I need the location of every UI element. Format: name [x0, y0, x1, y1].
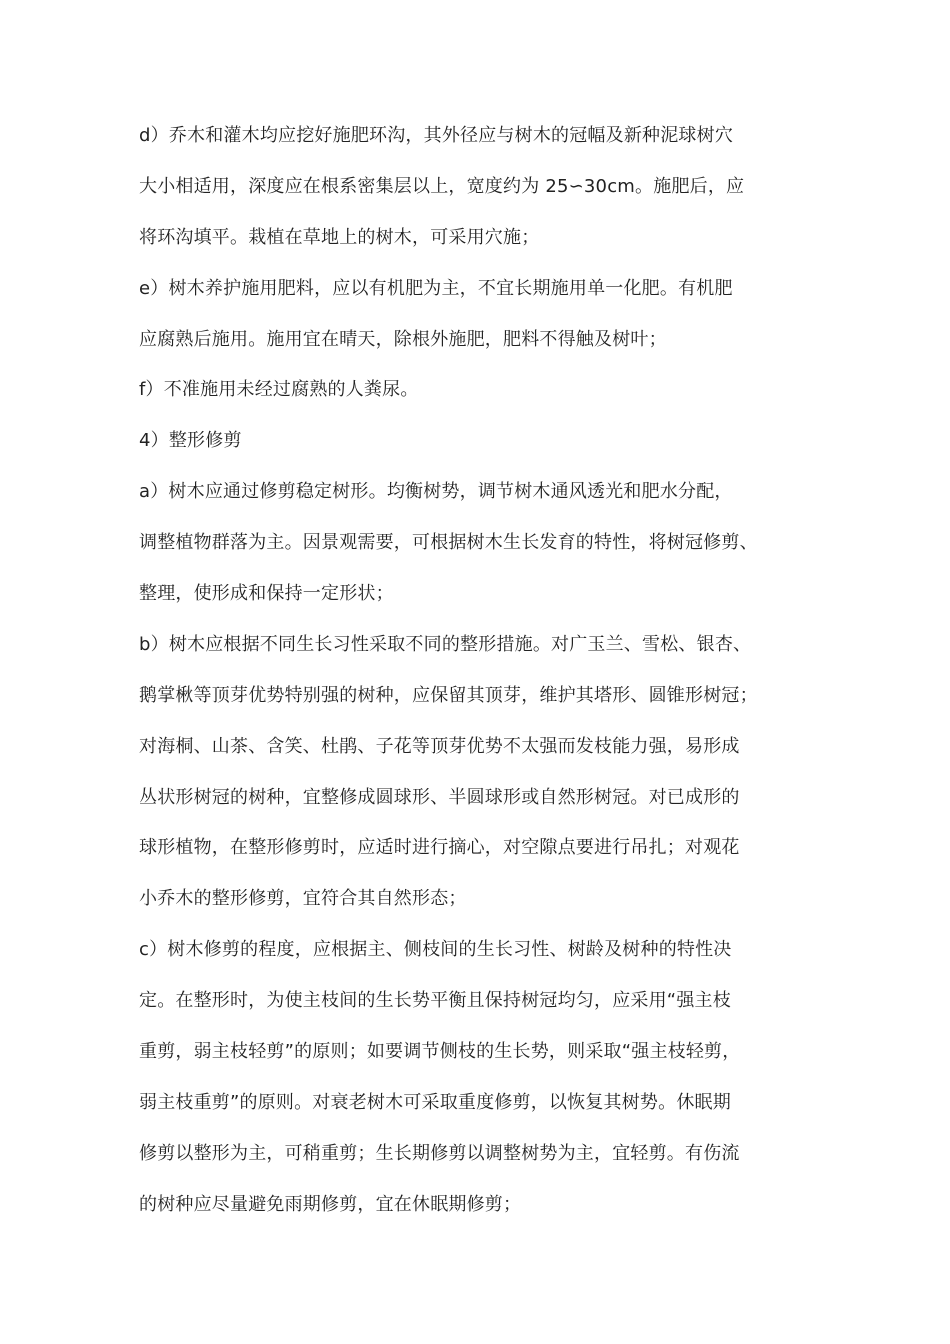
text-line: 应腐熟后施用。施用宜在晴天，除根外施肥，肥料不得触及树叶；	[139, 328, 667, 350]
text-line: b）树木应根据不同生长习性采取不同的整形措施。对广玉兰、雪松、银杏、	[139, 633, 752, 655]
text-line: e）树木养护施用肥料，应以有机肥为主，不宜长期施用单一化肥。有机肥	[139, 277, 733, 299]
text-line: 定。在整形时，为使主枝间的生长势平衡且保持树冠均匀，应采用“强主枝	[139, 990, 731, 1012]
text-line: 小乔木的整形修剪，宜符合其自然形态；	[139, 888, 467, 910]
text-line: d）乔木和灌木均应挖好施肥环沟，其外径应与树木的冠幅及新种泥球树穴	[139, 125, 734, 146]
text-line: 对海桐、山茶、含笑、杜鹃、子花等顶芽优势不太强而发枝能力强，易形成	[139, 735, 740, 757]
text-line: 大小相适用，深度应在根系密集层以上，宽度约为 25∽30cm。施肥后，应	[139, 175, 745, 197]
text-line: 调整植物群落为主。因景观需要，可根据树木生长发育的特性，将树冠修剪、	[139, 532, 758, 554]
text-line: 整理，使形成和保持一定形状；	[139, 583, 394, 605]
text-line: a）树木应通过修剪稳定树形。均衡树势，调节树木通风透光和肥水分配，	[139, 481, 733, 503]
text-line: 丛状形树冠的树种，宜整修成圆球形、半圆球形或自然形树冠。对已成形的	[139, 786, 740, 808]
section-heading: 4）整形修剪	[139, 430, 242, 452]
text-line: c）树木修剪的程度，应根据主、侧枝间的生长习性、树龄及树种的特性决	[139, 939, 732, 961]
text-line: 球形植物，在整形修剪时，应适时进行摘心，对空隙点要进行吊扎；对观花	[139, 837, 740, 859]
document-body	[139, 121, 839, 1241]
text-line: 重剪，弱主枝轻剪”的原则；如要调节侧枝的生长势，则采取“强主枝轻剪，	[139, 1041, 741, 1063]
text-line: f）不准施用未经过腐熟的人粪尿。	[139, 379, 419, 401]
text-line: 鹅掌楸等顶芽优势特别强的树种，应保留其顶芽，维护其塔形、圆锥形树冠；	[139, 684, 758, 706]
text-line: 将环沟填平。栽植在草地上的树木，可采用穴施；	[139, 226, 540, 248]
text-line: 修剪以整形为主，可稍重剪；生长期修剪以调整树势为主，宜轻剪。有伤流	[139, 1142, 740, 1164]
text-line: 的树种应尽量避免雨期修剪，宜在休眠期修剪；	[139, 1193, 522, 1215]
text-line: 弱主枝重剪”的原则。对衰老树木可采取重度修剪，以恢复其树势。休眠期	[139, 1091, 731, 1113]
